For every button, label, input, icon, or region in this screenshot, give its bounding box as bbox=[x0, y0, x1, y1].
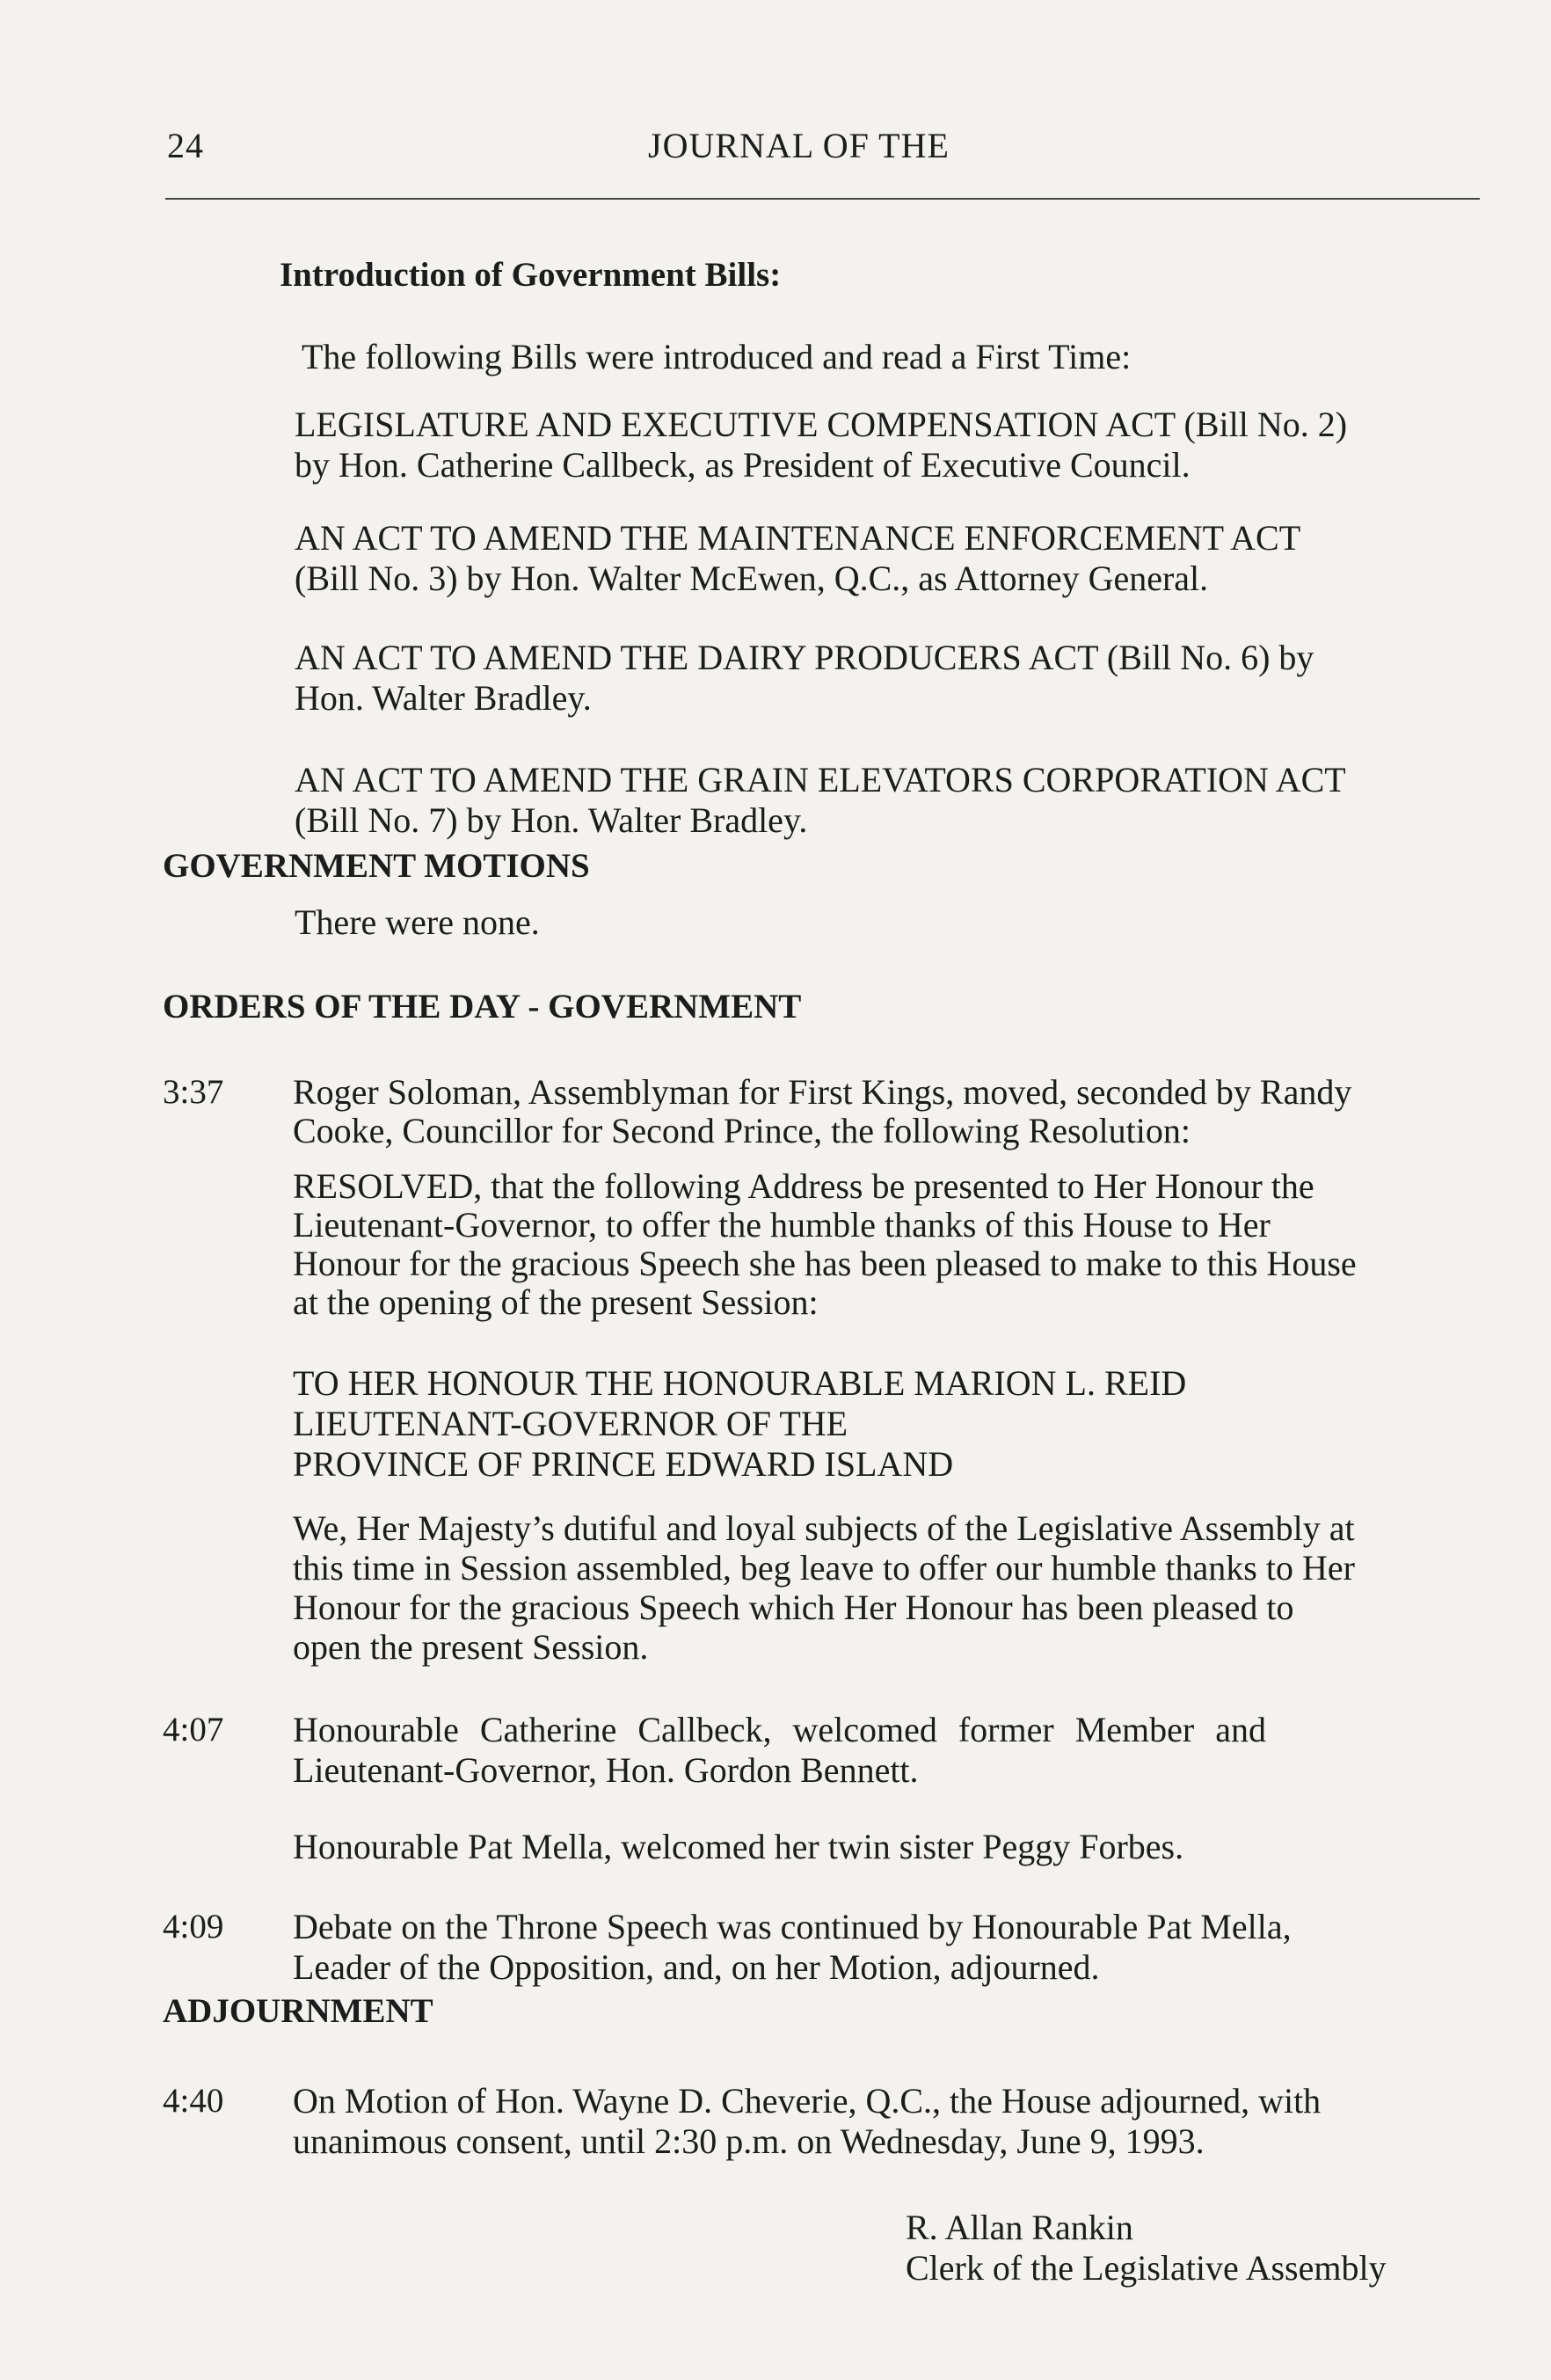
bill-sponsor: Hon. Walter Bradley. bbox=[295, 678, 592, 718]
entry-text: Roger Soloman, Assemblyman for First Kings, moved, seconded by Randy bbox=[293, 1072, 1352, 1112]
entry-text: Lieutenant-Governor, Hon. Gordon Bennett. bbox=[293, 1750, 919, 1790]
address-line: LIEUTENANT-GOVERNOR OF THE bbox=[293, 1404, 848, 1443]
bill-sponsor: (Bill No. 7) by Hon. Walter Bradley. bbox=[295, 800, 808, 840]
signatory-name: R. Allan Rankin bbox=[906, 2208, 1133, 2247]
address-body: this time in Session assembled, beg leave to offer our humble thanks to Her bbox=[293, 1548, 1355, 1588]
government-motions-heading: GOVERNMENT MOTIONS bbox=[163, 847, 590, 885]
entry-text: Honourable Pat Mella, welcomed her twin sister Peggy Forbes. bbox=[293, 1827, 1184, 1866]
time-stamp: 4:07 bbox=[163, 1711, 224, 1748]
bill-sponsor: (Bill No. 3) by Hon. Walter McEwen, Q.C., as Attorney General. bbox=[295, 558, 1209, 598]
address-body: Honour for the gracious Speech which Her Honour has been pleased to bbox=[293, 1588, 1294, 1627]
entry-text: Debate on the Throne Speech was continued by Honourable Pat Mella, bbox=[293, 1907, 1292, 1946]
orders-heading: ORDERS OF THE DAY - GOVERNMENT bbox=[163, 988, 802, 1026]
address-line: TO HER HONOUR THE HONOURABLE MARION L. REID bbox=[293, 1363, 1187, 1403]
adjournment-text: unanimous consent, until 2:30 p.m. on Wednesday, June 9, 1993. bbox=[293, 2121, 1205, 2161]
entry-text: Honourable Catherine Callbeck, welcomed former Member and bbox=[293, 1710, 1266, 1749]
bill-sponsor: by Hon. Catherine Callbeck, as President of Executive Council. bbox=[295, 445, 1191, 485]
intro-heading: Introduction of Government Bills: bbox=[280, 256, 782, 294]
resolution-text: RESOLVED, that the following Address be presented to Her Honour the bbox=[293, 1166, 1314, 1206]
bill-title: AN ACT TO AMEND THE GRAIN ELEVATORS CORPORATION ACT bbox=[295, 760, 1346, 799]
government-motions-text: There were none. bbox=[295, 902, 540, 942]
time-stamp: 4:40 bbox=[163, 2082, 224, 2120]
address-body: open the present Session. bbox=[293, 1627, 649, 1667]
adjournment-heading: ADJOURNMENT bbox=[163, 1992, 433, 2030]
address-body: We, Her Majesty’s dutiful and loyal subjects of the Legislative Assembly at bbox=[293, 1508, 1355, 1548]
intro-lead: The following Bills were introduced and read a First Time: bbox=[302, 337, 1132, 376]
signatory-title: Clerk of the Legislative Assembly bbox=[906, 2248, 1387, 2288]
resolution-text: Lieutenant-Governor, to offer the humble thanks of this House to Her bbox=[293, 1205, 1271, 1245]
resolution-text: at the opening of the present Session: bbox=[293, 1282, 819, 1322]
entry-text: Cooke, Councillor for Second Prince, the following Resolution: bbox=[293, 1111, 1191, 1150]
resolution-text: Honour for the gracious Speech she has been pleased to make to this House bbox=[293, 1244, 1357, 1283]
time-stamp: 4:09 bbox=[163, 1908, 224, 1946]
bill-title: AN ACT TO AMEND THE DAIRY PRODUCERS ACT (Bill No. 6) by bbox=[295, 638, 1314, 677]
header-rule bbox=[165, 198, 1480, 200]
running-title: JOURNAL OF THE bbox=[648, 126, 950, 165]
adjournment-text: On Motion of Hon. Wayne D. Cheverie, Q.C., the House adjourned, with bbox=[293, 2081, 1322, 2121]
address-line: PROVINCE OF PRINCE EDWARD ISLAND bbox=[293, 1444, 954, 1484]
page-number: 24 bbox=[167, 126, 204, 165]
entry-text: Leader of the Opposition, and, on her Motion, adjourned. bbox=[293, 1947, 1100, 1987]
bill-title: AN ACT TO AMEND THE MAINTENANCE ENFORCEMENT ACT bbox=[295, 518, 1301, 558]
time-stamp: 3:37 bbox=[163, 1073, 224, 1111]
bill-title: LEGISLATURE AND EXECUTIVE COMPENSATION ACT (Bill No. 2) bbox=[295, 405, 1348, 444]
